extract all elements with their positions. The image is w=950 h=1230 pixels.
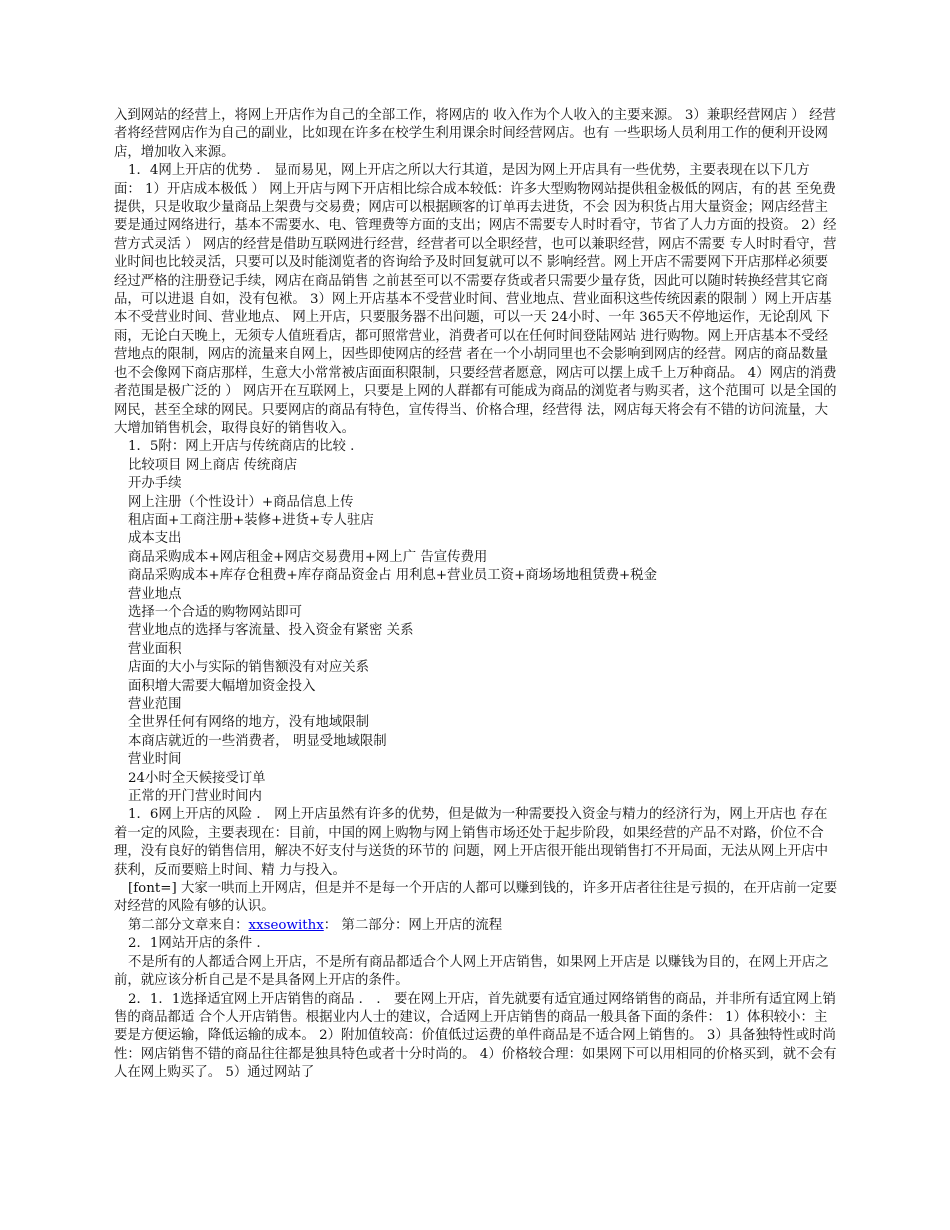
source-prefix: 第二部分文章来自： [128,917,249,933]
source-link[interactable]: xxseowithx [248,917,324,933]
comparison-line: 营业范围 [128,697,182,712]
comparison-line: 店面的大小与实际的销售额没有对应关系 [128,660,370,676]
comparison-line: 全世界任何有网络的地方，没有地域限制 [128,715,370,731]
comparison-line: 开办手续 [128,476,182,492]
comparison-line: 本商店就近的一些消费者， 明显受地域限制 [128,733,387,749]
source-suffix: ： 第二部分：网上开店的流程 [323,917,503,933]
section-1-6-risks: 1．6网上开店的风险 ． 网上开店虽然有许多的优势，但是做为一种需要投入资金与精力的经济行为，网上开店也 存在着一定的风险，主要表现在：目前，中国的网上购物与网上销售市场还处于起步阶段，如果经营的产品不对路，价位不合理，没有良好的销售信用，解决不好支付与送货的环节的 问题，网上开店很开能出现销售打不开局面，无法从网上开店中获利，反而要赔上时间、精 力与投入。 [114,807,828,878]
comparison-line: 商品采购成本+网店租金+网店交易费用+网上广 告宣传费用 [128,549,488,565]
comparison-line: 营业地点 [128,586,182,602]
comparison-line: 比较项目 网上商店 传统商店 [128,457,298,473]
paragraph-risk-note: [font=] 大家一哄而上开网店，但是并不是每一个开店的人都可以赚到钱的，许多开店者往往是亏损的，在开店前一定要对经营的风险有够的认识。 [114,881,838,915]
section-1-5-heading: 1．5附：网上开店与传统商店的比较 . [128,439,355,455]
section-2-1-heading: 2．1网站开店的条件 . [128,936,261,952]
comparison-line: 营业时间 [128,752,182,768]
comparison-line: 网上注册（个性设计）+商品信息上传 [128,494,354,510]
section-1-4-advantages: 1．4网上开店的优势 ． 显而易见，网上开店之所以大行其道，是因为网上开店具有一些优势，主要表现在以下几方 面： 1）开店成本极低 ） 网上开店与网下开店相比综合成本较低：许多大型购物网站提供租金极低的网店，有的甚 至免费提供，只是收取少量商品上架费与交易费；网店可以根据顾客的订单再去进货，不会 因为积货占用大量资金；网店经营主要是通过网络进行，基本不需要水、电、管理费等方面的支出；网店不需要专人时时看守，节省了人力方面的投资。 2）经营方式灵活 ） 网店的经营是借助互联网进行经营，经营者可以全职经营，也可以兼职经营，网店不需要 专人时时看守，营业时间也比较灵活，只要可以及时能浏览者的咨询给予及时回复就可以不 影响经营。网上开店不需要网下开店那样必须要经过严格的注册登记手续，网店在商品销售 之前甚至可以不需要存货或者只需要少量存货，因此可以随时转换经营其它商品，可以进退 自如，没有包袱。 3）网上开店基本不受营业时间、营业地点、营业面积这些传统因素的限制 ）网上开店基本不受营业时间、营业地点、 网上开店，只要服务器不出问题，可以一天 24小时、一年 365天不停地运作，无论刮风 下雨，无论白天晚上，无须专人值班看店，都可照常营业，消费者可以在任何时间登陆网站 进行购物。网上开店基本不受经营地点的限制，网店的流量来自网上，因些即使网店的经营 者在一个小胡同里也不会影响到网店的经营。网店的商品数量也不会像网下商店那样，生意大小常常被店面面积限制，只要经营者愿意，网店可以摆上成千上万种商品。 4）网店的消费者范围是极广泛的 ） 网店开在互联网上，只要是上网的人群都有可能成为商品的浏览者与购买者，这个范围可 以是全国的网民，甚至全球的网民。只要网店的商品有特色，宣传得当、价格合理，经营得 法，网店每天将会有不错的访问流量，大大增加销售机会，取得良好的销售收入。 [114,163,837,436]
paragraph-intro: 入到网站的经营上，将网上开店作为自己的全部工作，将网店的 收入作为个人收入的主要来源。 3）兼职经营网店 ） 经营者将经营网店作为自己的副业，比如现在许多在校学生利用课余时间经营网店。也有 一些职场人员利用工作的便利开设网店，增加收入来源。 [114,108,836,160]
section-2-1-1-products: 2．1．1选择适宜网上开店销售的商品 ． ． 要在网上开店，首先就要有适宜通过网络销售的商品，并非所有适宜网上销售的商品都适 合个人开店销售。根据业内人士的建议，合适网上开店销售的商品一般具备下面的条件： 1）体积较小：主要是方便运输，降低运输的成本。 2）附加值较高：价值低过运费的单件商品是不适合网上销售的。 3）具备独特性或时尚性：网店销售不错的商品往往都是独具特色或者十分时尚的。 4）价格较合理：如果网下可以用相同的价格买到，就不会有人在网上购买了。 5）通过网站了 [114,991,837,1081]
comparison-line: 租店面+工商注册+装修+进货+专人驻店 [128,512,374,528]
paragraph-conditions: 不是所有的人都适合网上开店，不是所有商品都适合个人网上开店销售，如果网上开店是 以赚钱为目的，在网上开店之前，就应该分析自己是不是具备网上开店的条件。 [114,954,829,989]
comparison-line: 正常的开门营业时间内 [128,789,262,805]
comparison-line: 商品采购成本+库存仓租费+库存商品资金占 用利息+营业员工资+商场场地租赁费+税金 [128,568,658,584]
comparison-line: 营业面积 [128,641,182,657]
comparison-line: 成本支出 [128,531,182,547]
comparison-line: 面积增大需要大幅增加资金投入 [128,678,316,694]
source-line [114,917,840,935]
comparison-line: 选择一个合适的购物网站即可 [128,604,303,620]
comparison-line: 营业地点的选择与客流量、投入资金有紧密 关系 [128,623,414,639]
comparison-line: 24小时全天候接受订单 [128,770,266,786]
